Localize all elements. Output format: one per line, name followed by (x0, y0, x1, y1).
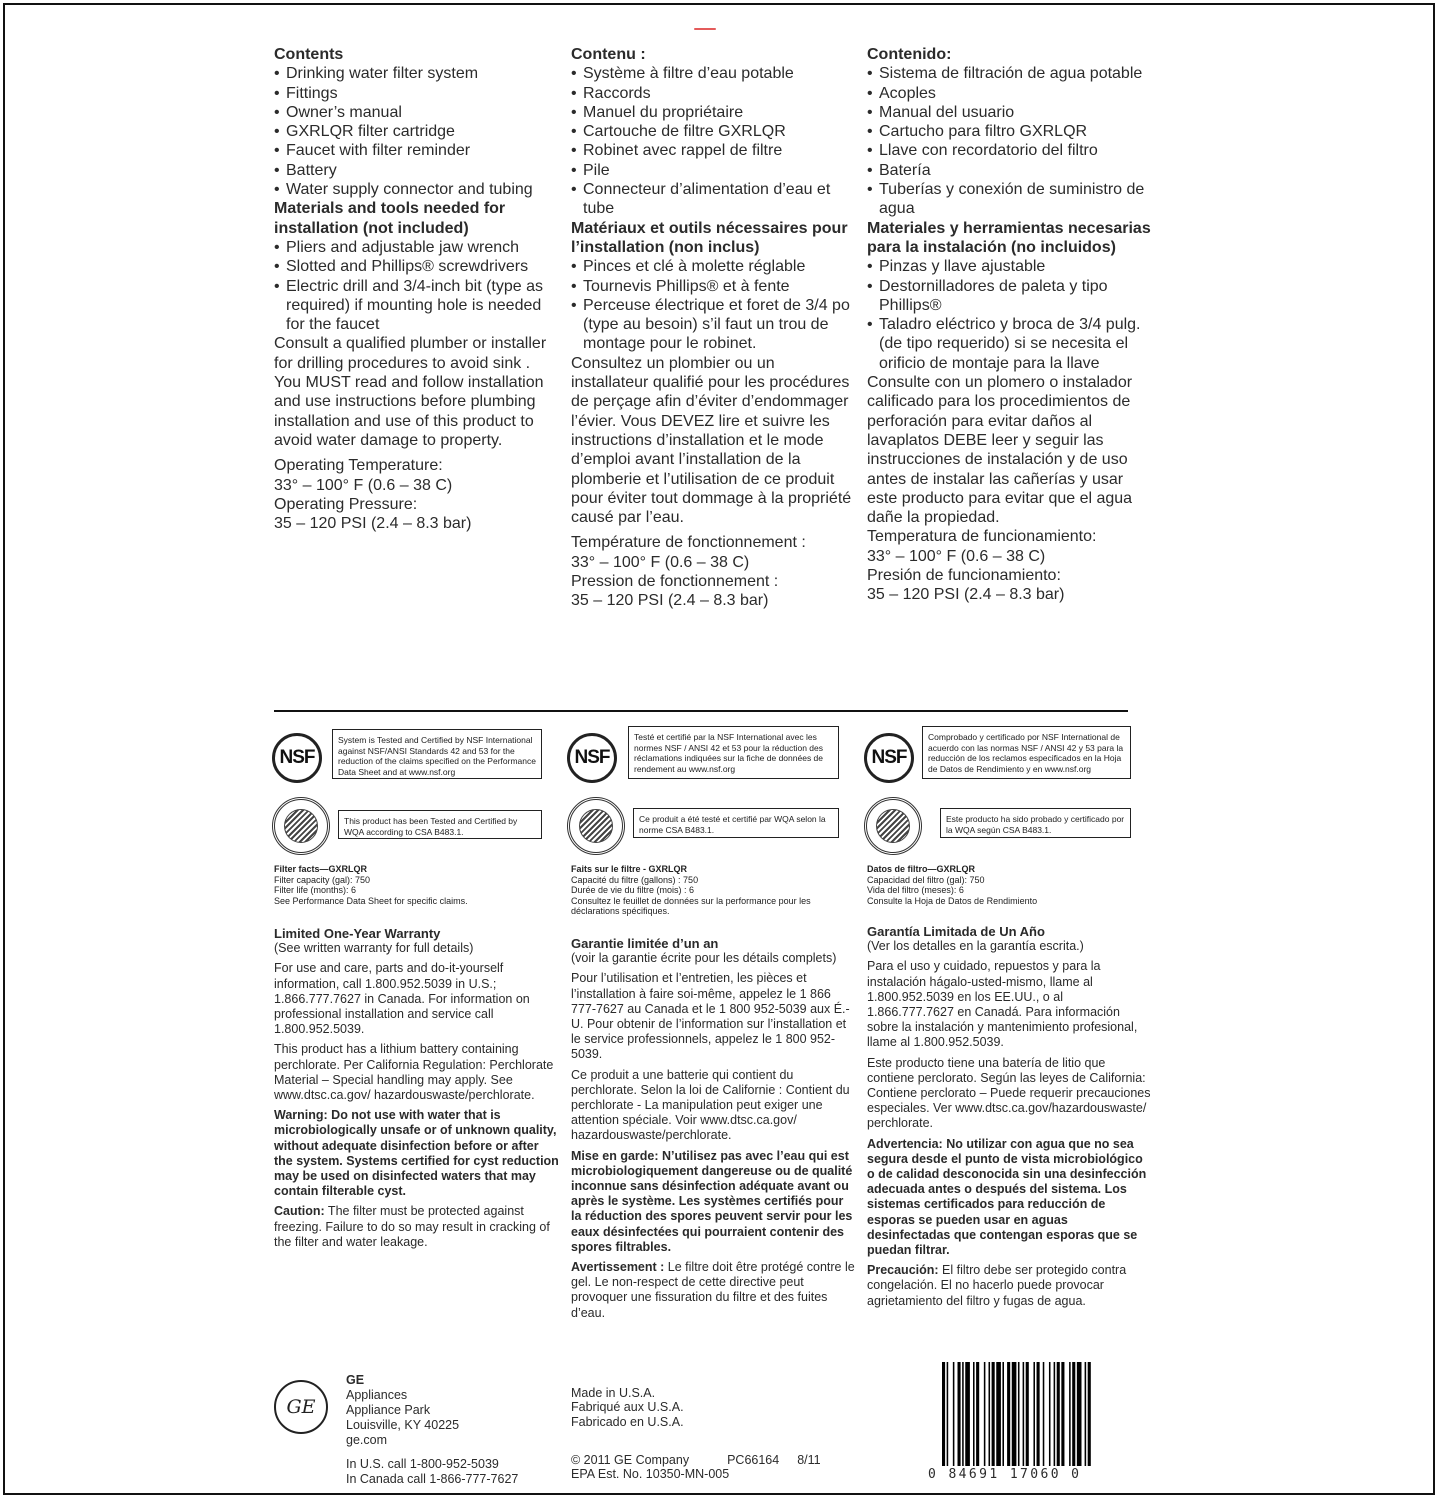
company-address (346, 1373, 518, 1487)
filter-facts (274, 864, 544, 906)
list-item: • Battery (274, 161, 559, 180)
warranty-heading: Garantía Limitada de Un Año (867, 924, 1045, 939)
consult-paragraph: Consult a qualified plumber or installer for drilling procedures to avoid sink . You MUST read and follow installation and use instructions before plumbing installation and use of this product to avoid water damage to property. (274, 335, 547, 449)
list-item: • Slotted and Phillips® screwdrivers (274, 257, 559, 276)
french-warranty (571, 936, 856, 1326)
caution-text: The filter must be protected against freezing. Failure to do so may result in cracking of the filter and water leakage. (274, 1204, 550, 1249)
care-paragraph: Pour l’utilisation et l’entretien, les pièces et l’installation à faire soi-même, appelez le 1 866 777-7627 au Canada et le 1 800 952-5039 aux É.-U. Pour obtenir de l’information sur l’installation et le service professionnels, appelez le 1 800 952-5039. (571, 971, 850, 1062)
list-item: • Raccords (571, 84, 856, 103)
contents-list (867, 64, 1152, 218)
caution-text: Le filtre doit être protégé contre le gel. Le non-respect de cette directive peut provoquer une fissuration du filtre et des fuites d’eau. (571, 1260, 855, 1320)
care-paragraph: For use and care, parts and do-it-yourself information, call 1.800.952.5039 in U.S.; 1.866.777.7627 in Canada. For information on professional installation and service call 1.800.952.5039. (274, 961, 530, 1037)
warning-paragraph: Warning: Do not use with water that is microbiologically unsafe or of unknown quality, without adequate disinfection before or after the system. Systems certified for cyst reduction may be used on disinfected waters that may contain filterable cyst. (274, 1108, 559, 1199)
tab-mark (694, 28, 716, 30)
us-phone: In U.S. call 1-800-952-5039 (346, 1457, 499, 1471)
filter-facts-heading: Filter facts—GXRLQR (274, 864, 368, 874)
pressure-label: Operating Pressure: (274, 495, 418, 513)
filter-fact: Capacidad del filtro (gal): 750 (867, 874, 985, 885)
filter-fact: Filter capacity (gal): 750 (274, 874, 371, 885)
wqa-seal-icon (567, 797, 625, 855)
pressure-value: 35 – 120 PSI (2.4 – 8.3 bar) (274, 515, 472, 533)
french-column (571, 45, 856, 611)
wqa-certification-box: This product has been Tested and Certified by WQA according to CSA B483.1. (338, 810, 542, 839)
list-item: • Pinces et clé à molette réglable (571, 257, 856, 276)
origin-line: Fabriqué aux U.S.A. (571, 1400, 684, 1415)
filter-fact: Consultez le feuillet de données sur la performance pour les déclarations spécifiques. (571, 895, 811, 917)
filter-facts (867, 864, 1137, 906)
care-paragraph: Para el uso y cuidado, repuestos y para la instalación hágalo-usted-mismo, llame al 1.800.952.5039 en los EE.UU., o al 1.866.777.7627 en Canadá. Para información sobre la instalación y mantenimiento profesional, llame al 1.800.952.5039. (867, 959, 1138, 1050)
print-date: 8/11 (797, 1453, 821, 1467)
english-warranty (274, 926, 559, 1255)
contents-heading: Contenu : (571, 46, 646, 63)
filter-fact: Capacité du filtre (gallons) : 750 (571, 874, 699, 885)
list-item: • Pile (571, 161, 856, 180)
list-item: • Pinzas y llave ajustable (867, 257, 1152, 276)
spanish-column (867, 45, 1152, 605)
list-item: • Tournevis Phillips® et à fente (571, 277, 856, 296)
wqa-certification-box: Este producto ha sido probado y certificado por la WQA según CSA B483.1. (940, 808, 1131, 838)
list-item: • Manual del usuario (867, 103, 1152, 122)
list-item: • Pliers and adjustable jaw wrench (274, 238, 559, 257)
temperature-label: Température de fonctionnement : (571, 534, 806, 552)
materials-list (867, 257, 1152, 373)
list-item: • Connecteur d’alimentation d’eau et tube (571, 180, 856, 219)
english-column (274, 45, 559, 533)
company-website: ge.com (346, 1433, 387, 1447)
temperature-label: Operating Temperature: (274, 457, 443, 475)
list-item: • Llave con recordatorio del filtro (867, 141, 1152, 160)
filter-fact: Vida del filtro (meses): 6 (867, 885, 964, 896)
caution-label: Avertissement : (571, 1260, 665, 1275)
caution-paragraph (274, 1204, 559, 1250)
battery-paragraph: Ce produit a une batterie qui contient du perchlorate. Selon la loi de Californie : Contient du perchlorate - La manipulation peut exiger une attention spéciale. Voir www.dtsc.ca.gov/ hazardouswaste/perchlorate. (571, 1067, 850, 1143)
filter-fact: Consulte la Hoja de Datos de Rendimiento (867, 895, 1038, 906)
ge-logo-icon: GE (274, 1380, 328, 1434)
list-item: • Perceuse électrique et foret de 3/4 po (type au besoin) s’il faut un trou de montage pour le robinet. (571, 296, 856, 354)
warranty-heading: Garantie limitée d’un an (571, 936, 719, 951)
materials-list (274, 238, 559, 334)
nsf-logo-icon: NSF (567, 733, 617, 783)
filter-facts (571, 864, 841, 917)
wqa-seal-icon (272, 797, 330, 855)
list-item: • Taladro eléctrico y broca de 3/4 pulg. (de tipo requerido) si se necesita el orificio de montaje para la llave (867, 315, 1152, 373)
temperature-value: 33° – 100° F (0.6 – 38 C) (274, 476, 453, 494)
section-divider (274, 710, 1128, 712)
barcode-icon (942, 1362, 1132, 1466)
wqa-certification-box: Ce produit a été testé et certifié par WQA selon la norme CSA B483.1. (633, 808, 839, 838)
origin-statement (571, 1386, 684, 1429)
list-item: • Fittings (274, 84, 559, 103)
wqa-seal-icon (864, 797, 922, 855)
temperature-value: 33° – 100° F (0.6 – 38 C) (867, 547, 1046, 565)
pressure-label: Pression de fonctionnement : (571, 573, 779, 591)
nsf-logo-icon: NSF (272, 733, 322, 783)
caution-label: Caution: (274, 1204, 325, 1219)
barcode-number: 0 84691 17060 0 (928, 1467, 1082, 1482)
list-item: • Destornilladores de paleta y tipo Phillips® (867, 277, 1152, 316)
canada-phone: In Canada call 1-866-777-7627 (346, 1472, 519, 1486)
list-item: • Batería (867, 161, 1152, 180)
nsf-certification-box: Testé et certifié par la NSF International avec les normes NSF / ANSI 42 et 53 pour la réduction des réclamations indiquées sur la fiche de données de rendement au www.nsf.org (628, 726, 839, 779)
pressure-value: 35 – 120 PSI (2.4 – 8.3 bar) (867, 586, 1065, 604)
materials-heading: Materials and tools needed for installation (not included) (274, 200, 506, 237)
nsf-certification-box: System is Tested and Certified by NSF International against NSF/ANSI Standards 42 and 53 for the reduction of the claims specified on the Performance Data Sheet and at www.nsf.org (332, 729, 542, 779)
consult-paragraph: Consulte con un plomero o instalador calificado para los procedimientos de perforación para evitar daños al lavaplatos DEBE leer y seguir las instrucciones de instalación y de uso antes de instalar las cañerías y usar este producto para evitar que el agua dañe la propiedad. (867, 374, 1133, 527)
temperature-label: Temperatura de funcionamiento: (867, 528, 1097, 546)
epa-number: EPA Est. No. 10350-MN-005 (571, 1467, 730, 1482)
filter-fact: Durée de vie du filtre (mois) : 6 (571, 885, 695, 896)
list-item: • Drinking water filter system (274, 64, 559, 83)
list-item: • Cartouche de filtre GXRLQR (571, 122, 856, 141)
warning-paragraph: Advertencia: No utilizar con agua que no sea segura desde el punto de vista microbiológico o de calidad desconocida sin una desinfección adecuada antes o después del sistema. Los sistemas certificados para reducción de esporas se pueden usar en aguas desinfectadas que contengan esporas que se puedan filtrar. (867, 1136, 1147, 1258)
list-item: • Acoples (867, 84, 1152, 103)
contents-heading: Contenido: (867, 46, 952, 63)
list-item: • Sistema de filtración de agua potable (867, 64, 1152, 83)
consult-paragraph: Consultez un plombier ou un installateur qualifié pour les procédures de perçage afin d’éviter d’endommager l’évier. Vous DEVEZ lire et suivre les instructions d’installation et le mode d’emploi avant l’installation de la plomberie et l’utilisation de ce produit pour éviter tout dommage à la propriété causé par l’eau. (571, 354, 852, 527)
temperature-value: 33° – 100° F (0.6 – 38 C) (571, 553, 750, 571)
nsf-certification-box: Comprobado y certificado por NSF International de acuerdo con las normas NSF / ANSI 42 y 53 para la reducción de los reclamos especificados en la Hoja de Datos de Rendimiento y en www.nsf.org (922, 726, 1131, 779)
company-name: GE (346, 1373, 365, 1387)
filter-facts-heading: Faits sur le filtre - GXRLQR (571, 864, 688, 874)
company-division: Appliances (346, 1388, 408, 1402)
company-street: Appliance Park (346, 1403, 431, 1417)
list-item: • Tuberías y conexión de suministro de agua (867, 180, 1152, 219)
battery-paragraph: This product has a lithium battery containing perchlorate. Per California Regulation: Perchlorate Material – Special handling may apply. See www.dtsc.ca.gov/ hazardouswaste/perchlorate. (274, 1042, 554, 1103)
origin-line: Made in U.S.A. (571, 1386, 656, 1400)
warranty-subtitle: (voir la garantie écrite pour les détails complets) (571, 951, 837, 966)
list-item: • Faucet with filter reminder (274, 141, 559, 160)
part-number: PC66164 (727, 1453, 780, 1467)
caution-label: Precaución: (867, 1263, 939, 1278)
spanish-warranty (867, 924, 1152, 1314)
contents-list (274, 64, 559, 199)
list-item: • Water supply connector and tubing (274, 180, 559, 199)
filter-fact: See Performance Data Sheet for specific claims. (274, 895, 468, 906)
materials-heading: Materiales y herramientas necesarias para la instalación (no incluidos) (867, 219, 1151, 256)
origin-line: Fabricado en U.S.A. (571, 1414, 684, 1429)
warranty-subtitle: (See written warranty for full details) (274, 941, 474, 956)
battery-paragraph: Este producto tiene una batería de litio que contiene perclorato. Según las leyes de California: Contiene perclorato – Puede requerir precauciones especiales. Ver www.dtsc.ca.gov/hazardouswaste/ perchlorate. (867, 1055, 1151, 1131)
contents-list (571, 64, 856, 218)
legal-info (571, 1453, 821, 1482)
caution-text: El filtro debe ser protegido contra congelación. El no hacerlo puede provocar agrietamiento del filtro y fugas de agua. (867, 1263, 1127, 1308)
list-item: • Electric drill and 3/4-inch bit (type as required) if mounting hole is needed for the faucet (274, 277, 559, 335)
list-item: • GXRLQR filter cartridge (274, 122, 559, 141)
filter-facts-heading: Datos de filtro—GXRLQR (867, 864, 976, 874)
caution-paragraph (571, 1260, 856, 1321)
copyright: © 2011 GE Company (571, 1453, 690, 1467)
caution-paragraph (867, 1263, 1152, 1309)
filter-fact: Filter life (months): 6 (274, 885, 357, 896)
contents-heading: Contents (274, 46, 344, 63)
list-item: • Robinet avec rappel de filtre (571, 141, 856, 160)
materials-list (571, 257, 856, 353)
pressure-value: 35 – 120 PSI (2.4 – 8.3 bar) (571, 592, 769, 610)
list-item: • Cartucho para filtro GXRLQR (867, 122, 1152, 141)
pressure-label: Presión de funcionamiento: (867, 567, 1061, 585)
list-item: • Manuel du propriétaire (571, 103, 856, 122)
company-city: Louisville, KY 40225 (346, 1418, 460, 1432)
warranty-subtitle: (Ver los detalles en la garantía escrita.) (867, 939, 1084, 954)
warning-paragraph: Mise en garde: N’utilisez pas avec l’eau qui est microbiologiquement dangereuse ou de qualité inconnue sans désinfection adéquate avant ou après le système. Les systèmes certifiés pour la réduction des spores peuvent servir pour les eaux désinfectées qui pourraient contenir des spores filtrables. (571, 1148, 853, 1254)
nsf-logo-icon: NSF (864, 733, 914, 783)
materials-heading: Matériaux et outils nécessaires pour l’installation (non inclus) (571, 219, 848, 256)
list-item: • Owner’s manual (274, 103, 559, 122)
list-item: • Système à filtre d’eau potable (571, 64, 856, 83)
warranty-heading: Limited One-Year Warranty (274, 926, 441, 941)
